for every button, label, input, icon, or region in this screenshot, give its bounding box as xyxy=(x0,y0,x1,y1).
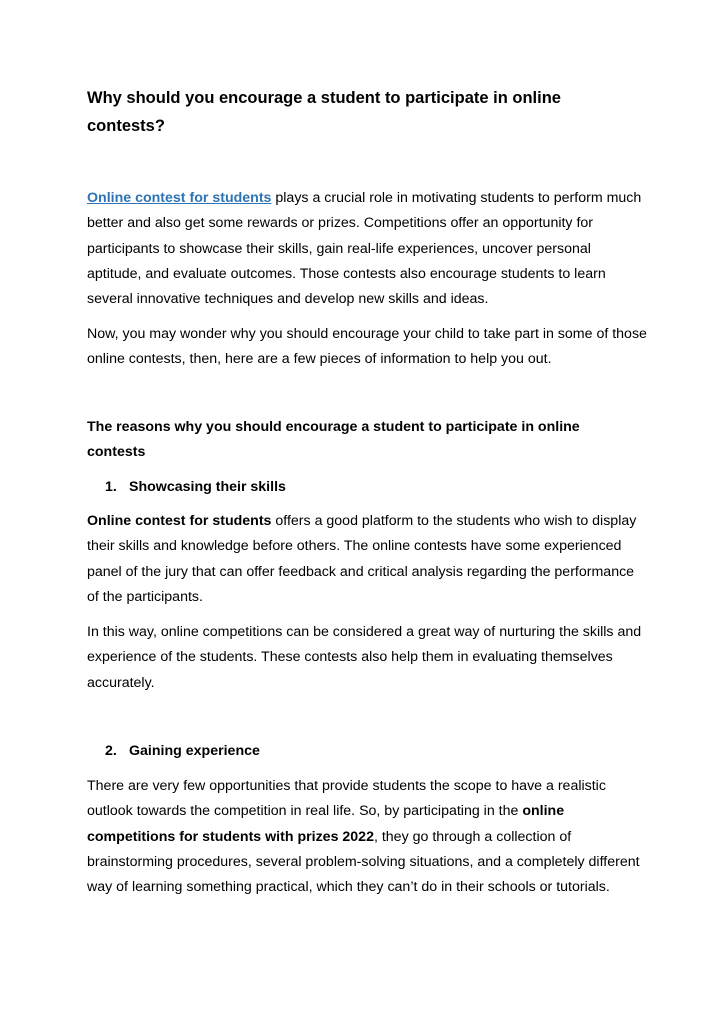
section-1-paragraph-2: In this way, online competitions can be considered a great way of nurturing the skills and experience of the students. These contests also help them in evaluating themselves accurately. xyxy=(87,624,642,691)
section-2-paragraph xyxy=(87,774,647,900)
page-title: Why should you encourage a student to participate in online contests? xyxy=(87,89,561,135)
section-2-text-start: There are very few opportunities that provide students the scope to have a realistic outlook towards the competition in real life. So, by participating in the xyxy=(87,778,606,820)
section-2-heading xyxy=(105,739,260,764)
section-1-heading xyxy=(105,475,286,500)
online-contest-link[interactable]: Online contest for students xyxy=(87,190,272,206)
section-2-text-end: , they go through a collection of brainstorming procedures, several problem-solving situations, and a completely different way of learning something practical, which they can’t do in their schools or tutorials. xyxy=(87,828,640,896)
reasons-heading: The reasons why you should encourage a student to participate in online contests xyxy=(87,419,580,461)
section-1-title: Showcasing their skills xyxy=(129,479,286,495)
section-2-number: 2. xyxy=(105,743,117,759)
section-1-text: offers a good platform to the students who wish to display their skills and knowledge before others. The online contests have some experienced panel of the jury that can offer feedback and critical analysis regarding the performance of the participants. xyxy=(87,513,637,605)
intro-paragraph-2: Now, you may wonder why you should encourage your child to take part in some of those online contests, then, here are a few pieces of information to help you out. xyxy=(87,326,647,368)
section-1-bold-lead: Online contest for students xyxy=(87,513,272,529)
section-2-title: Gaining experience xyxy=(129,743,260,759)
intro-text: plays a crucial role in motivating students to perform much better and also get some rewards or prizes. Competitions offer an opportunity for participants to showcase their skills, gain real-life experiences, uncover personal aptitude, and evaluate outcomes. Those contests also encourage students to learn several innovative techniques and develop new skills and ideas. xyxy=(87,190,642,308)
intro-paragraph xyxy=(87,186,647,312)
section-2-bold-phrase: online competitions for students with prizes 2022 xyxy=(87,803,565,845)
section-1-number: 1. xyxy=(105,479,117,495)
section-1-paragraph-1 xyxy=(87,509,647,610)
